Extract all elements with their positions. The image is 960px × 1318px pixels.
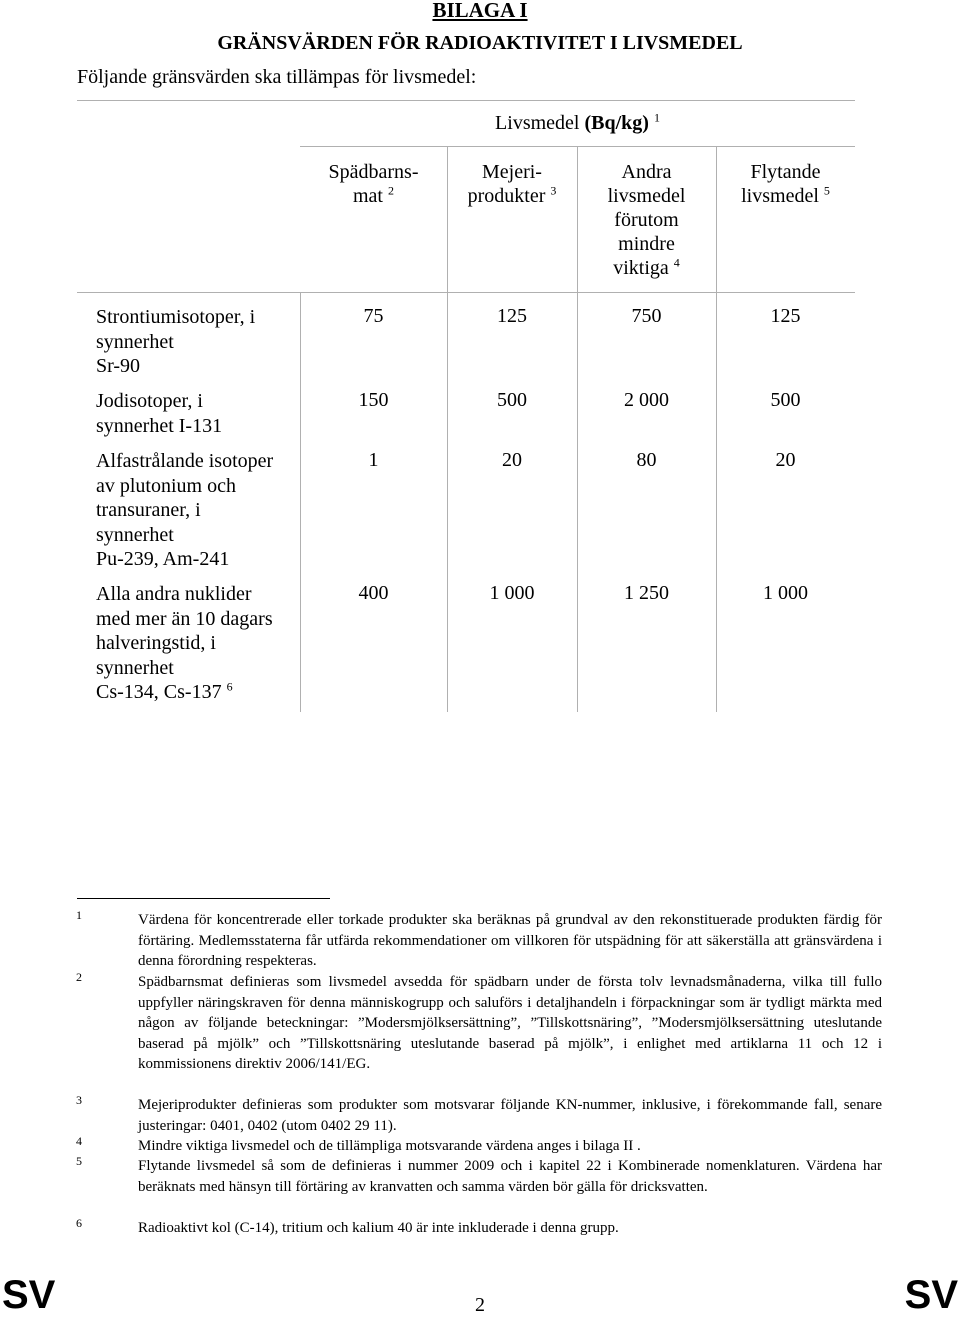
column-header-liquid-food: Flytande livsmedel $^5$ (741, 161, 830, 207)
column-header-dairy: Mejeri- produkter $^3$ (467, 161, 557, 207)
row-label-iodine: Jodisotoper, i synnerhet I-131 (96, 390, 223, 437)
table-cell: 80 (636, 449, 657, 471)
page-number: 2 (475, 1294, 485, 1316)
footnote-number: 1 (76, 908, 82, 922)
table-cell: 1 (368, 449, 379, 471)
table-cell: 1 000 (489, 582, 535, 604)
footnote-number: 4 (76, 1134, 82, 1148)
table-cell: 20 (775, 449, 796, 471)
col-divider-1 (300, 292, 301, 712)
group-label-unit: (Bq/kg) (584, 112, 649, 134)
row-label-strontium: Strontiumisotoper, i synnerhet Sr-90 (96, 306, 256, 377)
footnote-number: 3 (76, 1093, 82, 1107)
table-cell: 400 (358, 582, 389, 604)
table-cell: 150 (358, 389, 389, 411)
footnote-number: 5 (76, 1154, 82, 1168)
group-label-footnote-ref: 1 (653, 110, 660, 125)
table-cell: 20 (502, 449, 522, 471)
footnote-ref-6: 6 (226, 679, 233, 694)
header-bottom-rule (77, 292, 855, 293)
footnote-text: Mindre viktiga livsmedel och de tillämpliga motsvarande värdena anges i bilaga II . (138, 1138, 641, 1154)
column-header-other-food: Andra livsmedel förutom mindre viktiga $^4$ (607, 161, 686, 279)
table-cell: 1 250 (624, 582, 669, 604)
table-cell: 750 (631, 305, 662, 327)
annex-heading: BILAGA I (432, 0, 528, 22)
footnote-text: Flytande livsmedel så som de definieras i nummer 2009 och i kapitel 22 i Kombinerade nomenklaturen. Värdena har beräknats med hänsyn till förtäring av kranvatten och samma värden bör gälla för dricksvatten. (138, 1158, 882, 1195)
table-cell: 75 (363, 305, 384, 327)
language-code-left: SV (2, 1273, 56, 1317)
table-top-rule (77, 100, 855, 101)
row-label-other-nuclides: Alla andra nuklider med mer än 10 dagars halveringstid, i synnerhet Cs-134, Cs-137 $^6$ (96, 583, 273, 703)
column-header-infant-food: Spädbarns- mat $^2$ (328, 161, 419, 207)
table-cell: 1 000 (763, 582, 808, 604)
table-cell: 125 (770, 305, 801, 327)
intro-text: Följande gränsvärden ska tillämpas för livsmedel: (77, 66, 477, 88)
footnote-number: 6 (76, 1216, 82, 1230)
column-group-header (300, 112, 855, 135)
footnote-text: Mejeriprodukter definieras som produkter som motsvarar följande KN-nummer, inklusive, i förekommande fall, senare justeringar: 0401, 0402 (utom 0402 29 11). (138, 1097, 882, 1134)
group-label-text: Livsmedel (495, 112, 585, 134)
table-cell: 125 (497, 305, 527, 327)
col-divider-4 (716, 146, 717, 712)
footnote-text: Värdena för koncentrerade eller torkade produkter ska beräknas på grundval av den rekonstituerade produkten färdig för förtäring. Medlemsstaterna får utfärda rekommendationer om villkoren för utspädning för att säkerställa att gränsvärdena i denna förordning respekteras. (138, 912, 882, 969)
col-divider-2 (447, 146, 448, 712)
footnote-text: Spädbarnsmat definieras som livsmedel avsedda för spädbarn under de första tolv levnadsmånaderna, vilka till fullo uppfyller näringskraven för denna människogrupp och saluförs i detaljhandeln i förpackningar som är tydligt märkta med någon av följande beteckningar: ”Modersmjölksersättning”, ”Tillskottsnäring”, ”Modersmjölksersättning uteslutande baserad på mjölk” och ”Tillskottsnäring uteslutande baserad på mjölk”, i enlighet med artiklarna 11 och 12 i kommissionens direktiv 2006/141/EG. (138, 974, 882, 1072)
footnote-separator (77, 898, 330, 899)
table-cell: 500 (770, 389, 801, 411)
page-title: GRÄNSVÄRDEN FÖR RADIOAKTIVITET I LIVSMEDEL (217, 32, 743, 54)
table-cell: 500 (497, 389, 527, 411)
row-label-alpha-emitters: Alfastrålande isotoper av plutonium och transuraner, i synnerhet Pu-239, Am-241 (96, 450, 274, 570)
footnote-text: Radioaktivt kol (C-14), tritium och kalium 40 är inte inkluderade i denna grupp. (138, 1220, 619, 1236)
table-cell: 2 000 (624, 389, 669, 411)
language-code-right: SV (904, 1273, 958, 1317)
footnote-number: 2 (76, 970, 82, 984)
